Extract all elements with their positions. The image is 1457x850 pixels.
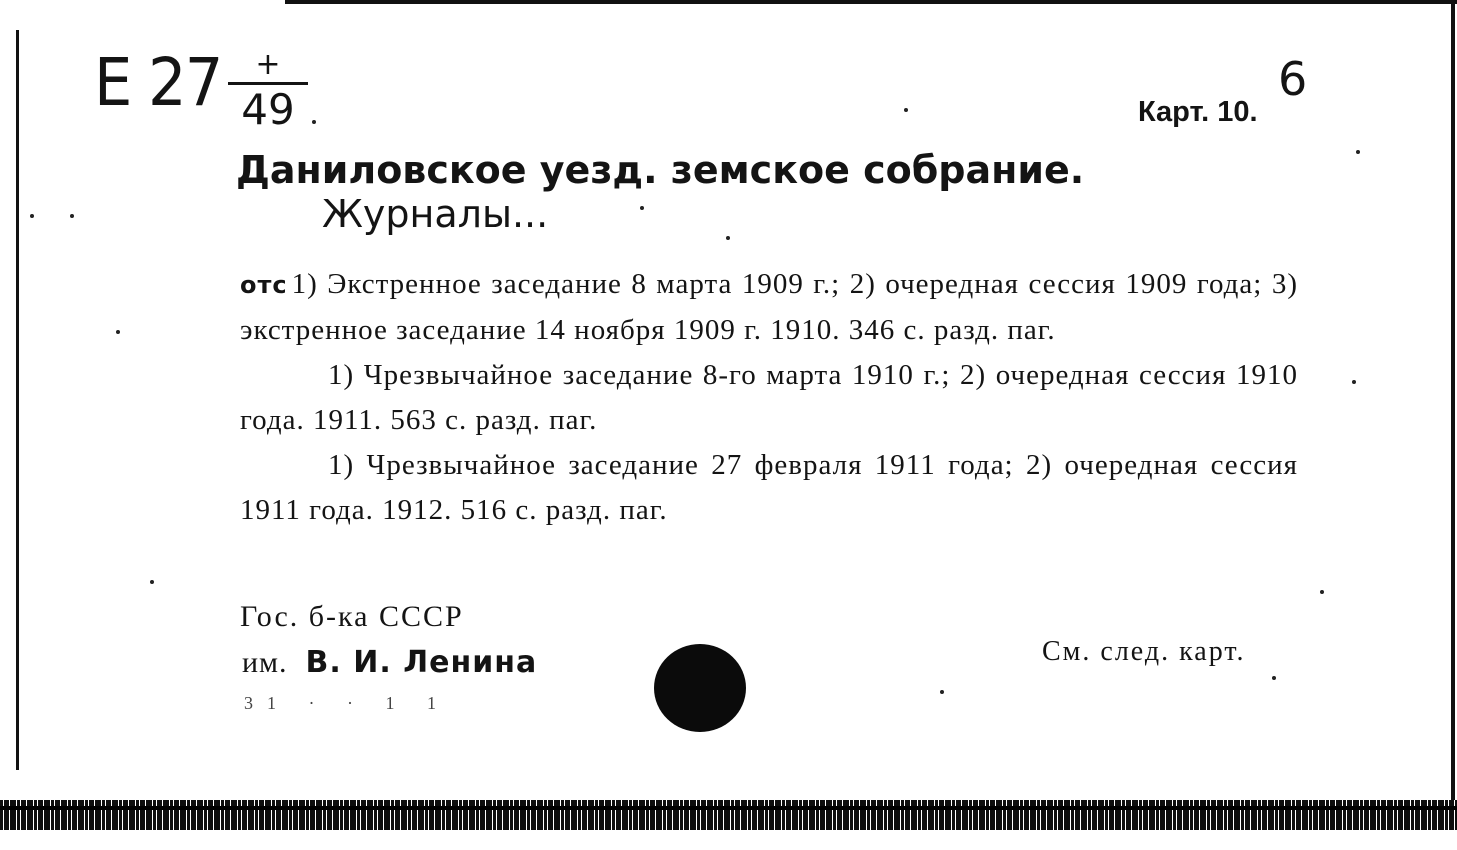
card-note: 6 <box>1278 52 1308 106</box>
library-smudge: 31 · · 1 1 <box>244 693 450 713</box>
card-body <box>240 262 1298 533</box>
speck <box>312 120 316 124</box>
speck <box>940 690 944 694</box>
card-heading: Даниловское уезд. земское собрание. <box>236 148 1085 192</box>
card-label: Карт. 10. <box>1138 96 1258 128</box>
library-prefix: им. <box>242 646 288 679</box>
shelf-code-fraction <box>228 47 308 134</box>
speck <box>1356 150 1360 154</box>
speck <box>904 108 908 112</box>
stamp-mark: отс <box>240 271 288 299</box>
speck <box>1352 380 1356 384</box>
card-top-edge <box>285 0 1457 4</box>
card-left-edge <box>16 30 19 770</box>
entry-text: 1) Экстренное заседание 8 марта 1909 г.; 2) очередная сессия 1909 года; 3) экстренное заседание 14 ноября 1909 г. 1910. 346 с. разд. паг. <box>240 268 1298 346</box>
library-stamp-line2 <box>242 645 537 680</box>
speck <box>640 206 644 210</box>
speck <box>116 330 120 334</box>
entry-paragraph <box>240 262 1298 353</box>
speck <box>726 236 730 240</box>
shelf-code-fraction-bottom: 49 <box>241 85 295 134</box>
punch-hole <box>654 644 746 732</box>
entry-paragraph: 1) Чрезвычайное заседание 8-го марта 1910 г.; 2) очередная сессия 1910 года. 1911. 563 с. разд. паг. <box>240 359 1298 436</box>
card-right-edge <box>1451 0 1455 800</box>
library-name: В. И. Ленина <box>305 645 538 680</box>
speck <box>1272 676 1276 680</box>
shelf-code: Е 27 <box>94 44 222 121</box>
speck <box>30 214 34 218</box>
library-stamp-line1: Гос. б-ка СССР <box>240 600 464 633</box>
film-strip-band <box>0 806 1457 810</box>
card-subheading: Журналы... <box>322 192 549 236</box>
speck <box>70 214 74 218</box>
see-next-card: См. след. карт. <box>1042 636 1246 667</box>
shelf-code-fraction-top: + <box>255 47 281 82</box>
speck <box>1320 590 1324 594</box>
speck <box>150 580 154 584</box>
entry-paragraph: 1) Чрезвычайное заседание 27 февраля 1911 года; 2) очередная сессия 1911 года. 1912. 516 с. разд. паг. <box>240 449 1298 526</box>
film-strip <box>0 800 1457 830</box>
